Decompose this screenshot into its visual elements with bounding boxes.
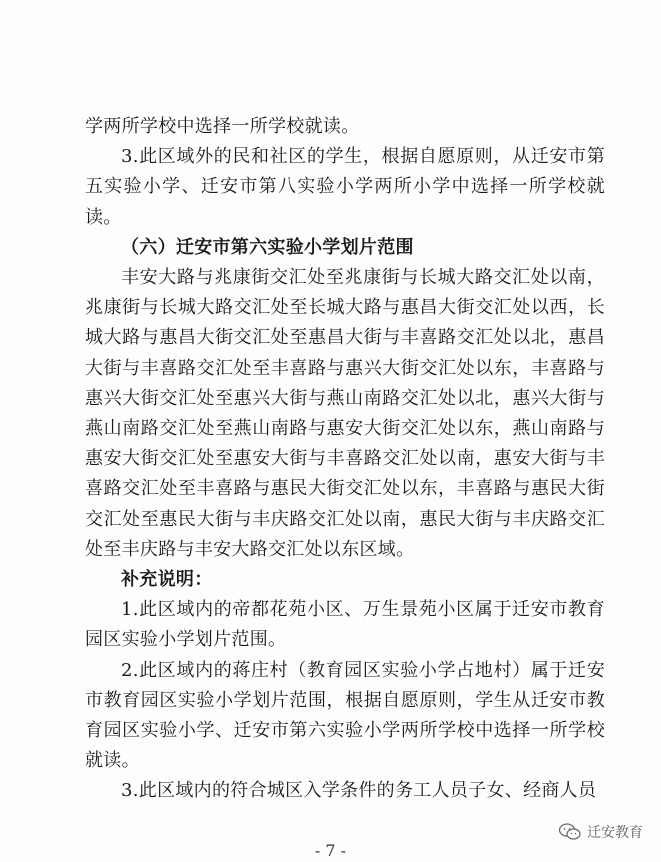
paragraph-continuation: 学两所学校中选择一所学校就读。 [85,116,360,137]
section-heading-six: （六）迁安市第六实验小学划片范围 [121,236,414,258]
page-number: - 7 - [314,841,347,860]
document-body [85,112,605,807]
watermark [559,822,643,842]
supplementary-item-2: 2.此区域内的蒋庄村（教育园区实验小学占地村）属于迁安市教育园区实验小学划片范围，根据自愿原则，学生从迁安市教育园区实验小学、迁安市第六实验小学两所学校中选择一所学校就读。 [85,659,605,772]
paragraph-boundary-description: 丰安大路与兆康街交汇处至兆康街与长城大路交汇处以南，兆康街与长城大路交汇处至长城大路与惠昌大街交汇处以西，长城大路与惠昌大街交汇处至惠昌大街与丰喜路交汇处以北，惠昌大街与丰喜路交汇处至丰喜路与惠兴大街交汇处以东，丰喜路与惠兴大街交汇处至惠兴大街与燕山南路交汇处以北，惠兴大街与燕山南路交汇处至燕山南路与惠安大街交汇处以东，燕山南路与惠安大街交汇处至惠安大街与丰喜路交汇处以南，惠安大街与丰喜路交汇处至丰喜路与惠民大街交汇处以东，丰喜路与惠民大街交汇处至惠民大街与丰庆路交汇处以南，惠民大街与丰庆路交汇处至丰庆路与丰安大路交汇处以东区域。 [85,267,605,560]
wechat-icon [559,823,581,841]
supplementary-item-3: 3.此区域内的符合城区入学条件的务工人员子女、经商人员 [121,780,597,802]
supplementary-item-1: 1.此区域内的帝都花苑小区、万生景苑小区属于迁安市教育园区实验小学划片范围。 [85,599,605,651]
paragraph-item-3: 3.此区域外的民和社区的学生，根据自愿原则，从迁安市第五实验小学、迁安市第八实验小学两所小学中选择一所学校就读。 [85,146,605,228]
supplementary-heading: 补充说明： [121,569,213,591]
watermark-text: 迁安教育 [587,825,643,841]
